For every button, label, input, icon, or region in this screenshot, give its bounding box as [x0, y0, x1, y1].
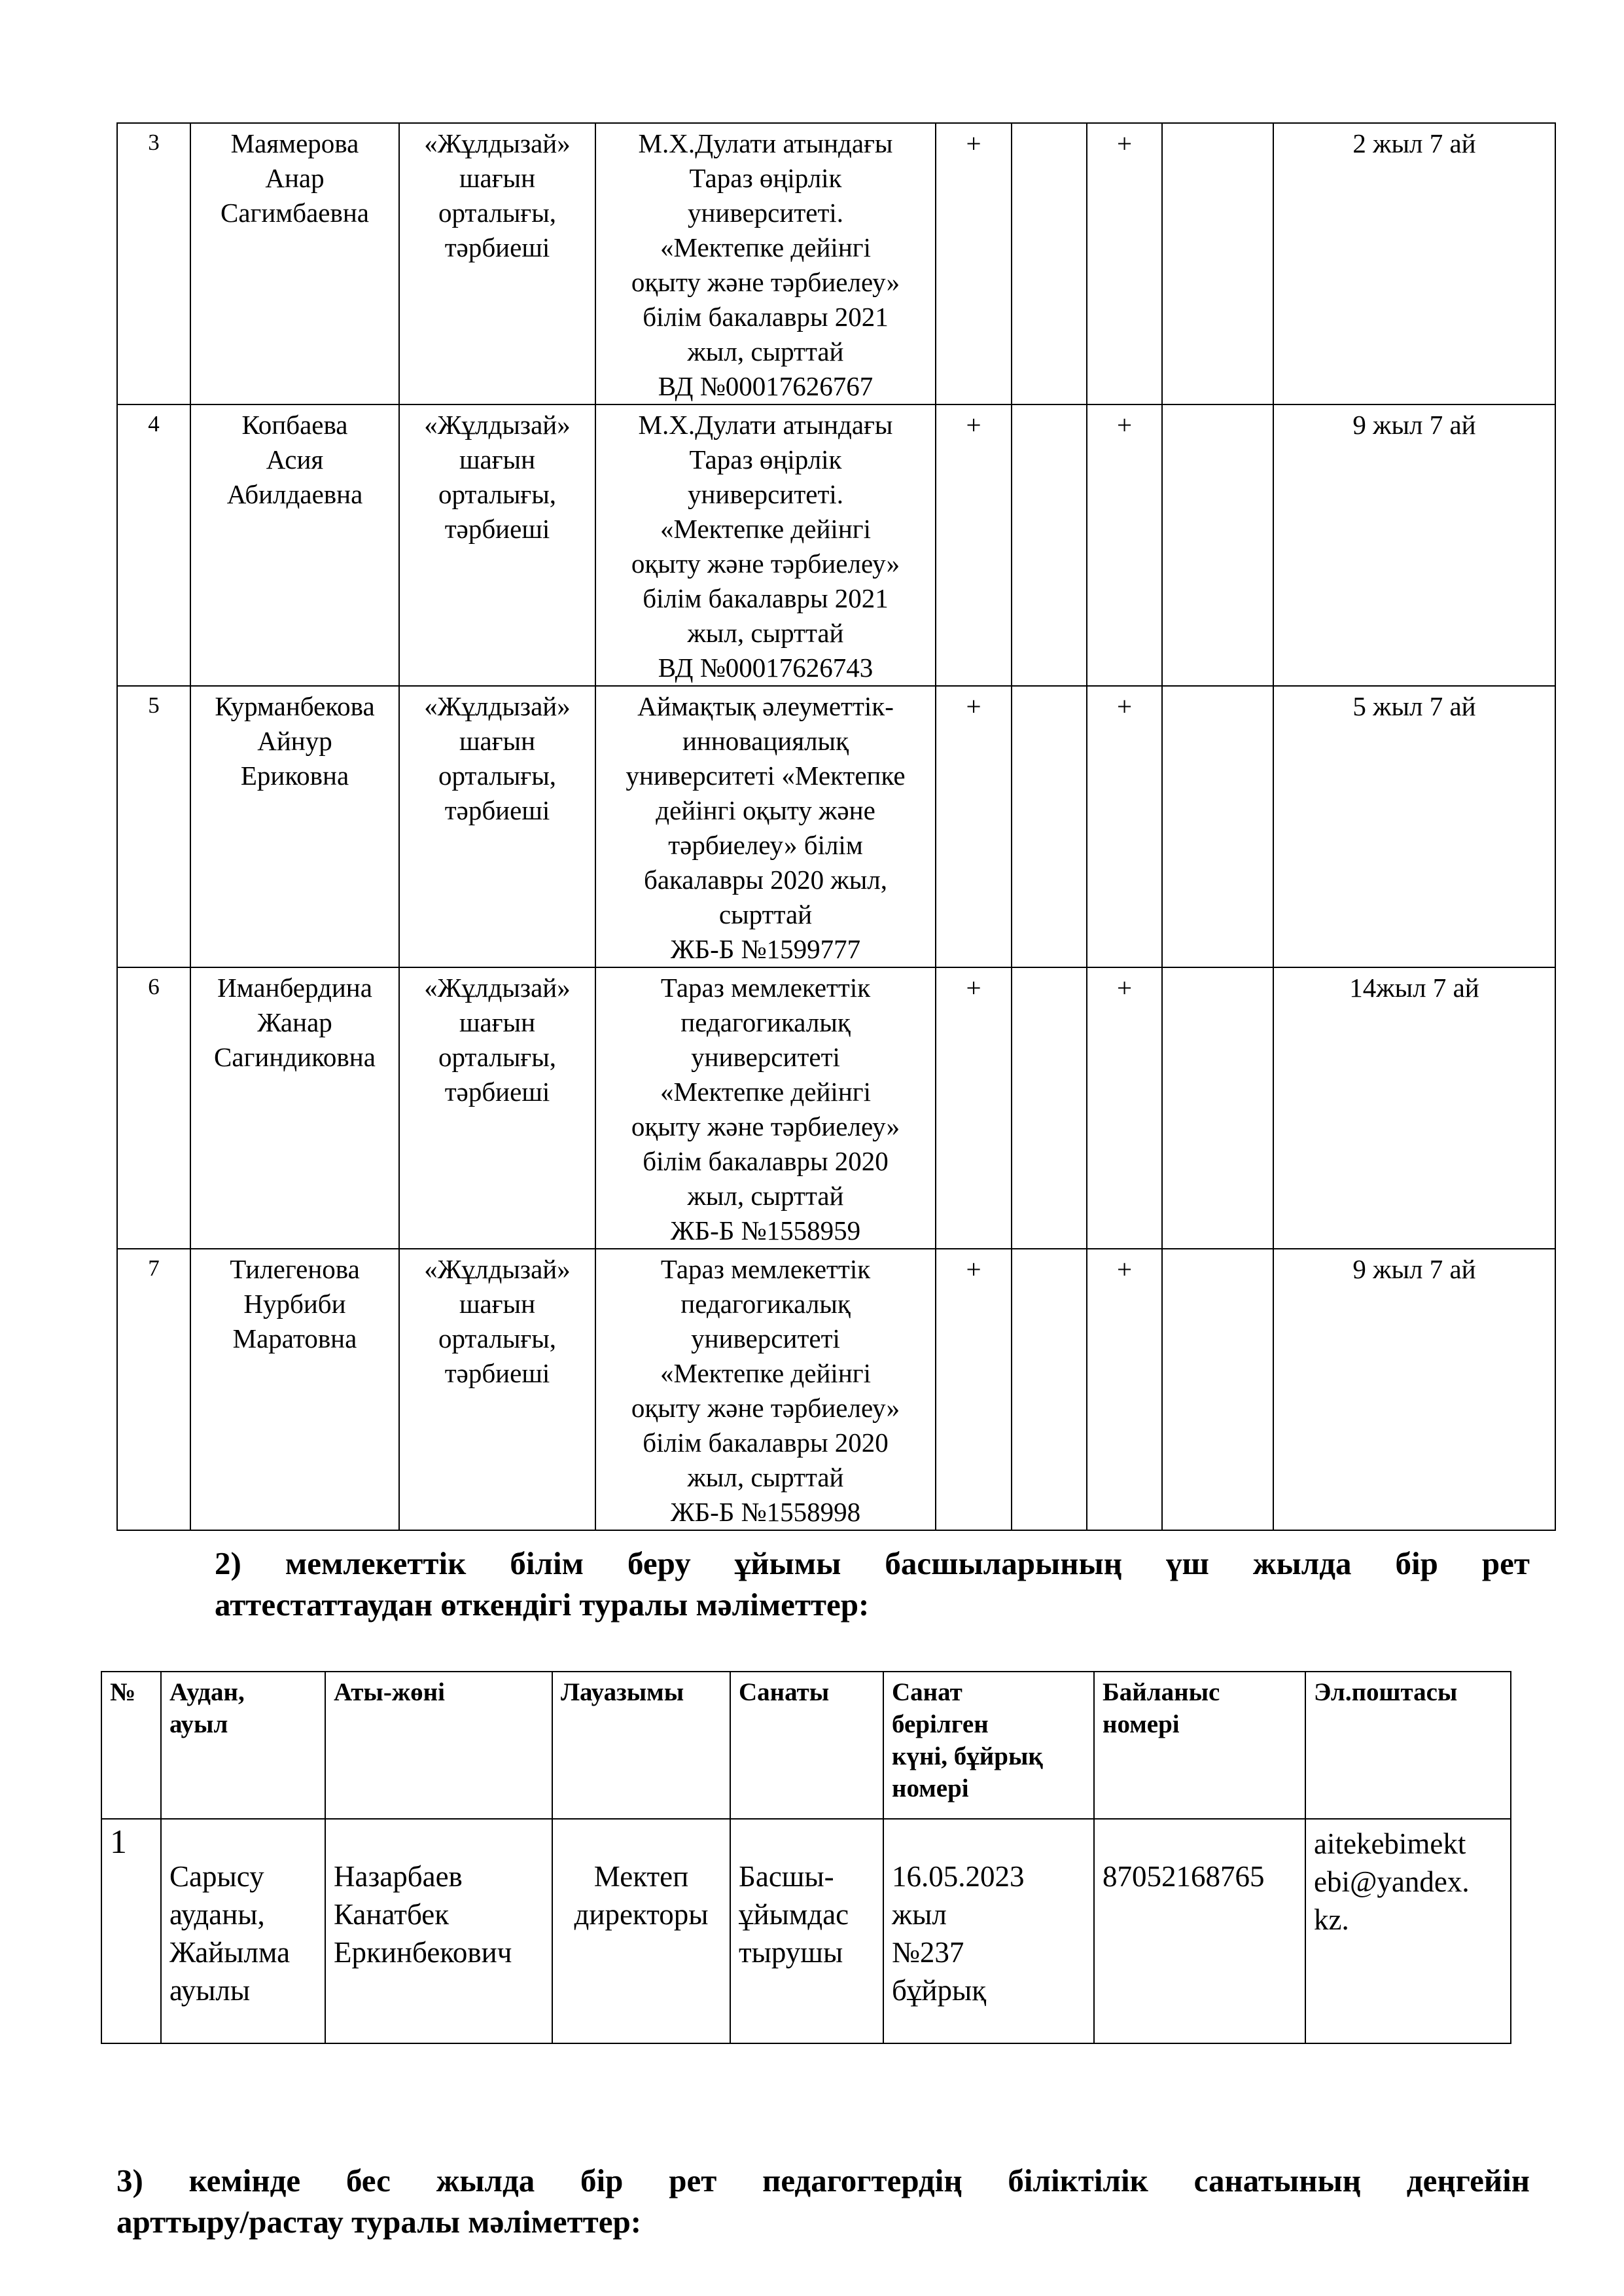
column-header-line: күні, бұйрық [892, 1742, 1043, 1770]
position-line: «Жұлдызай» [424, 410, 571, 440]
education-line: сырттай [718, 899, 813, 929]
position-line: орталығы, [438, 761, 557, 791]
experience-cell: 9 жыл 7 ай [1273, 404, 1555, 686]
education-line: бакалавры 2020 жыл, [643, 865, 888, 895]
education-line: «Мектепке дейінгі [660, 514, 871, 544]
column-header-line: № [110, 1678, 136, 1706]
education-line: жыл, сырттай [687, 1181, 844, 1211]
education-line: тәрбиелеу» білім [668, 830, 863, 860]
email-line: kz. [1314, 1903, 1349, 1936]
full-name-cell [190, 123, 399, 404]
district-line: Жайылма [169, 1936, 291, 1969]
row-number: 1 [101, 1819, 161, 2043]
name-line: Копбаева [241, 410, 348, 440]
order-cell [883, 1819, 1094, 2043]
column-header-line: берілген [892, 1710, 989, 1738]
name-line: Жанар [257, 1007, 332, 1037]
email-line: ebi@yandex. [1314, 1865, 1470, 1898]
mark-cell [1012, 123, 1087, 404]
mark-cell: + [1087, 123, 1162, 404]
position-line: тәрбиеші [444, 514, 550, 544]
full-name-cell [190, 404, 399, 686]
position-line: Мектеп [593, 1860, 689, 1893]
position-line: орталығы, [438, 1323, 557, 1354]
education-line: жыл, сырттай [687, 336, 844, 367]
education-line: университеті [691, 1323, 840, 1354]
mark-cell: + [936, 967, 1012, 1249]
order-line: бұйрық [892, 1974, 987, 2007]
position-line: директоры [574, 1898, 709, 1931]
position-cell [399, 967, 595, 1249]
education-line: ВД №00017626743 [658, 653, 874, 683]
order-line: №237 [892, 1936, 964, 1969]
mark-cell [1012, 967, 1087, 1249]
experience-cell: 9 жыл 7 ай [1273, 1249, 1555, 1530]
mark-cell: + [1087, 686, 1162, 967]
mark-cell [1012, 404, 1087, 686]
education-line: Аймақтық әлеуметтік- [637, 691, 894, 721]
table-row [101, 1819, 1511, 2043]
column-header [730, 1672, 883, 1819]
education-line: университеті. [687, 198, 843, 228]
position-line: тәрбиеші [444, 1358, 550, 1388]
column-header-line: Эл.поштасы [1314, 1678, 1458, 1706]
education-line: жыл, сырттай [687, 618, 844, 648]
education-line: ЖБ-Б №1599777 [670, 934, 861, 964]
position-line: «Жұлдызай» [424, 691, 571, 721]
section-2-heading-line: 2) мемлекеттік білім беру ұйымы басшыларының үш жылда бір рет [215, 1545, 1530, 1581]
column-header-line: Лауазымы [561, 1678, 684, 1706]
section-3-heading-line: арттыру/растау туралы мәліметтер: [116, 2204, 642, 2240]
experience-cell: 14жыл 7 ай [1273, 967, 1555, 1249]
experience-cell: 2 жыл 7 ай [1273, 123, 1555, 404]
name-line: Асия [266, 444, 324, 475]
column-header [101, 1672, 161, 1819]
table-row [117, 123, 1555, 404]
education-cell [595, 686, 936, 967]
name-line: Маямерова [230, 128, 359, 158]
position-line: «Жұлдызай» [424, 128, 571, 158]
position-line: шағын [459, 1007, 536, 1037]
category-line: Басшы- [739, 1860, 834, 1893]
position-line: орталығы, [438, 198, 557, 228]
row-number: 4 [117, 404, 190, 686]
position-line: орталығы, [438, 1042, 557, 1072]
row-number: 6 [117, 967, 190, 1249]
column-header-line: Санат [892, 1678, 962, 1706]
mark-cell: + [936, 404, 1012, 686]
name-line: Канатбек [334, 1898, 450, 1931]
education-line: университеті «Мектепке [626, 761, 906, 791]
mark-cell: + [1087, 404, 1162, 686]
section-2-heading [116, 1543, 1530, 1625]
column-header [161, 1672, 325, 1819]
education-line: Тараз мемлекеттік [660, 1254, 871, 1284]
position-line: тәрбиеші [444, 795, 550, 825]
position-cell [399, 686, 595, 967]
column-header [1305, 1672, 1511, 1819]
position-cell [399, 123, 595, 404]
mark-cell: + [1087, 967, 1162, 1249]
education-line: педагогикалық [680, 1007, 851, 1037]
position-line: шағын [459, 163, 536, 193]
category-line: ұйымдас [739, 1898, 849, 1931]
education-line: Тараз өңірлік [689, 444, 842, 475]
mark-cell: + [1087, 1249, 1162, 1530]
position-line: шағын [459, 1289, 536, 1319]
name-line: Иманбердина [217, 973, 372, 1003]
education-line: білім бакалавры 2020 [643, 1146, 889, 1176]
education-cell [595, 1249, 936, 1530]
education-line: оқыту және тәрбиелеу» [631, 267, 900, 297]
name-line: Айнур [257, 726, 332, 756]
section-2-heading-line: аттестаттаудан өткендігі туралы мәліметтер: [215, 1587, 870, 1623]
full-name-cell [190, 1249, 399, 1530]
column-header [1094, 1672, 1305, 1819]
column-header-line: ауыл [169, 1710, 228, 1738]
position-cell [399, 404, 595, 686]
mark-cell [1162, 686, 1273, 967]
education-line: дейінгі оқыту және [656, 795, 875, 825]
mark-cell: + [936, 1249, 1012, 1530]
column-header-line: номері [892, 1774, 969, 1803]
education-line: білім бакалавры 2021 [643, 302, 889, 332]
phone-cell: 87052168765 [1094, 1819, 1305, 2043]
section-3-heading [116, 2160, 1530, 2242]
education-line: оқыту және тәрбиелеу» [631, 1111, 900, 1141]
position-line: тәрбиеші [444, 1077, 550, 1107]
section-3-heading-line: 3) кемінде бес жылда бір рет педагогтердің біліктілік санатының деңгейін [116, 2162, 1530, 2198]
position-line: тәрбиеші [444, 232, 550, 262]
experience-cell: 5 жыл 7 ай [1273, 686, 1555, 967]
order-line: жыл [892, 1898, 947, 1931]
staff-table [116, 122, 1556, 1531]
table-row [117, 404, 1555, 686]
education-cell [595, 967, 936, 1249]
mark-cell [1162, 1249, 1273, 1530]
education-line: М.Х.Дулати атындағы [638, 128, 893, 158]
name-line: Сагимбаевна [220, 198, 369, 228]
table-row [117, 967, 1555, 1249]
email-line: aitekebimekt [1314, 1827, 1466, 1860]
education-line: «Мектепке дейінгі [660, 1358, 871, 1388]
district-line: ауданы, [169, 1898, 265, 1931]
column-header-line: номері [1103, 1710, 1180, 1738]
mark-cell: + [936, 686, 1012, 967]
full-name-cell [190, 967, 399, 1249]
name-line: Еркинбекович [334, 1936, 512, 1969]
education-line: Тараз өңірлік [689, 163, 842, 193]
education-line: инновациялық [682, 726, 849, 756]
education-line: білім бакалавры 2020 [643, 1427, 889, 1458]
row-number: 5 [117, 686, 190, 967]
mark-cell: + [936, 123, 1012, 404]
name-line: Абилдаевна [226, 479, 363, 509]
position-line: орталығы, [438, 479, 557, 509]
mark-cell [1012, 1249, 1087, 1530]
education-line: Тараз мемлекеттік [660, 973, 871, 1003]
row-number: 3 [117, 123, 190, 404]
column-header-line: Аудан, [169, 1678, 245, 1706]
row-number: 7 [117, 1249, 190, 1530]
name-line: Сагиндиковна [214, 1042, 376, 1072]
name-line: Ериковна [240, 761, 349, 791]
education-line: оқыту және тәрбиелеу» [631, 548, 900, 579]
order-line: 16.05.2023 [892, 1860, 1025, 1893]
column-header [325, 1672, 552, 1819]
table-row [117, 1249, 1555, 1530]
name-line: Курманбекова [215, 691, 375, 721]
education-line: ВД №00017626767 [658, 371, 874, 401]
education-line: оқыту және тәрбиелеу» [631, 1393, 900, 1423]
full-name-cell [190, 686, 399, 967]
category-cell [730, 1819, 883, 2043]
mark-cell [1162, 123, 1273, 404]
education-line: университеті [691, 1042, 840, 1072]
district-cell [161, 1819, 325, 2043]
name-line: Нурбиби [243, 1289, 346, 1319]
education-line: білім бакалавры 2021 [643, 583, 889, 613]
position-cell [552, 1819, 730, 2043]
education-line: «Мектепке дейінгі [660, 232, 871, 262]
education-line: «Мектепке дейінгі [660, 1077, 871, 1107]
full-name-cell [325, 1819, 552, 2043]
education-line: М.Х.Дулати атындағы [638, 410, 893, 440]
education-line: ЖБ-Б №1558959 [670, 1215, 861, 1246]
column-header-line: Санаты [739, 1678, 830, 1706]
district-line: Сарысу [169, 1860, 264, 1893]
position-cell [399, 1249, 595, 1530]
education-line: жыл, сырттай [687, 1462, 844, 1492]
position-line: шағын [459, 444, 536, 475]
name-line: Тилегенова [230, 1254, 360, 1284]
name-line: Анар [265, 163, 325, 193]
director-attestation-table [101, 1671, 1511, 2044]
table-header-row [101, 1672, 1511, 1819]
category-line: тырушы [739, 1936, 843, 1969]
column-header-line: Байланыс [1103, 1678, 1220, 1706]
education-line: ЖБ-Б №1558998 [670, 1497, 861, 1527]
education-line: педагогикалық [680, 1289, 851, 1319]
position-line: «Жұлдызай» [424, 973, 571, 1003]
name-line: Назарбаев [334, 1860, 463, 1893]
column-header [883, 1672, 1094, 1819]
mark-cell [1162, 967, 1273, 1249]
column-header-line: Аты-жөні [334, 1678, 445, 1706]
position-line: «Жұлдызай» [424, 1254, 571, 1284]
table-row [117, 686, 1555, 967]
position-line: шағын [459, 726, 536, 756]
education-line: университеті. [687, 479, 843, 509]
education-cell [595, 123, 936, 404]
name-line: Маратовна [232, 1323, 357, 1354]
column-header [552, 1672, 730, 1819]
district-line: ауылы [169, 1974, 251, 2007]
mark-cell [1012, 686, 1087, 967]
education-cell [595, 404, 936, 686]
email-cell [1305, 1819, 1511, 2043]
mark-cell [1162, 404, 1273, 686]
